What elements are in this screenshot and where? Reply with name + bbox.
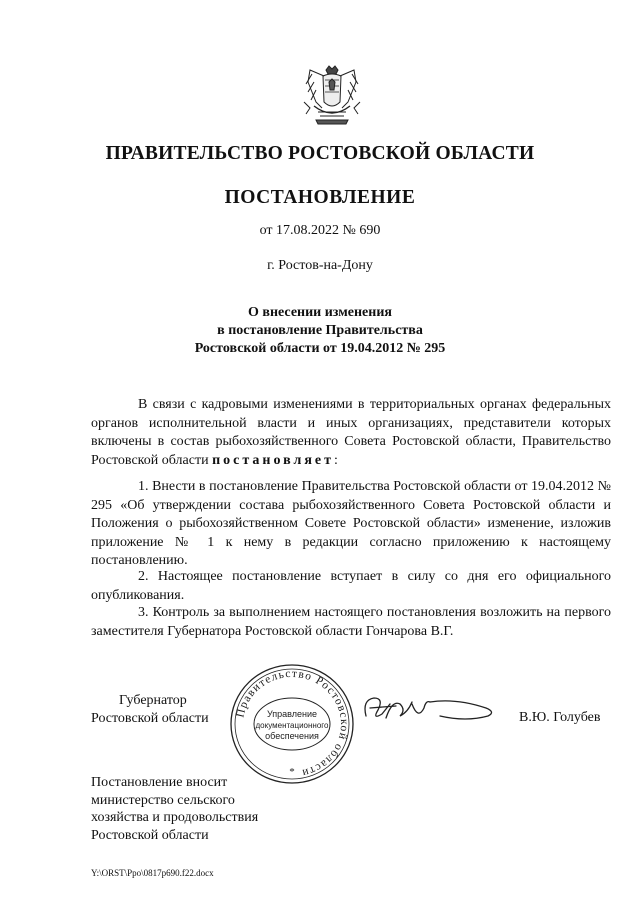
stamp-center-text: Управление <box>266 709 318 719</box>
document-city: г. Ростов-на-Дону <box>267 258 373 273</box>
note-line: хозяйства и продовольствия <box>91 810 259 825</box>
handwritten-signature <box>356 690 500 730</box>
document-date-number: от 17.08.2022 № 690 <box>259 223 381 238</box>
preamble-text: В связи с кадровыми изменениями в территориальных органах федеральных органов исполнительной власти и иных организациях, представители которых включены в состав рыбохозяйственного Совета Ростовской области, Правительство Ростовской области <box>91 397 611 468</box>
org-title: ПРАВИТЕЛЬСТВО РОСТОВСКОЙ ОБЛАСТИ <box>105 143 535 164</box>
document-type: ПОСТАНОВЛЕНИЕ <box>224 187 416 208</box>
decree-item-2: 2. Настоящее постановление вступает в силу со дня его официального опубликования. <box>91 569 611 603</box>
submitted-by-note <box>91 774 258 844</box>
decree-keyword: постановляет <box>212 452 335 468</box>
stamp-star: * <box>289 766 295 778</box>
subject-line: О внесении изменения <box>248 305 392 320</box>
signatory-position <box>91 692 209 728</box>
document-subject <box>0 304 640 358</box>
file-path-footer: Y:\ORST\Ppo\0817p690.f22.docx <box>91 868 214 878</box>
note-line: министерство сельского <box>91 792 235 808</box>
coat-of-arms-icon <box>296 62 368 128</box>
subject-line: в постановление Правительства <box>217 323 423 338</box>
stamp-ring-text: Правительство Ростовской области <box>234 667 351 780</box>
decree-item-1: 1. Внести в постановление Правительства Ростовской области от 19.04.2012 № 295 «Об утверждении состава рыбохозяйственного Совета Ростовской области и Положения о рыбохозяйственном Совете Ростовской области» изменение, изложив приложение № 1 к нему в редакции согласно приложению к настоящему постановлению. <box>91 479 611 568</box>
stamp-center-text: документационного <box>255 721 329 730</box>
preamble-paragraph <box>91 396 611 470</box>
stamp-center-text: обеспечения <box>265 731 319 741</box>
subject-line: Ростовской области от 19.04.2012 № 295 <box>194 341 446 356</box>
note-line: Постановление вносит <box>91 775 228 790</box>
signatory-name: В.Ю. Голубев <box>519 710 601 725</box>
decree-item-3: 3. Контроль за выполнением настоящего постановления возложить на первого заместителя Губернатора Ростовской области Гончарова В.Г. <box>91 605 611 639</box>
preamble-colon: : <box>334 452 338 468</box>
position-line: Губернатор <box>119 693 187 708</box>
note-line: Ростовской области <box>91 827 209 843</box>
official-stamp <box>228 662 356 786</box>
position-line: Ростовской области <box>91 711 209 726</box>
